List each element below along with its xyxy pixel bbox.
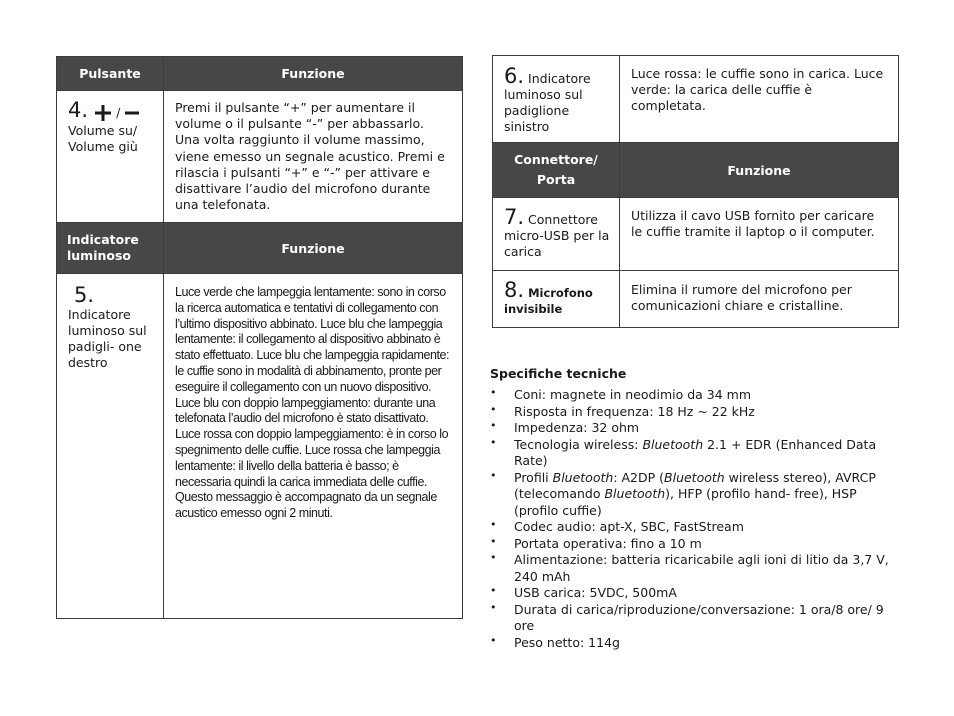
specs-list: [490, 387, 890, 651]
header-pulsante: Pulsante: [57, 57, 164, 91]
row8-text: Elimina il rumore del microfono per comunicazioni chiare e cristalline.: [631, 282, 852, 314]
spec-profili-b: Bluetooth: [552, 469, 614, 485]
row5-number: 5.: [74, 283, 95, 307]
header-indicatore: [57, 223, 164, 274]
row6-head: [504, 65, 613, 135]
row7-text: Utilizza il cavo USB fornito per caricare le cuffie tramite il laptop o il computer.: [631, 208, 875, 240]
spec-profili-a: Profili: [514, 469, 553, 485]
spec-peso: • Peso netto: 114g: [490, 635, 890, 652]
right-table: [492, 55, 899, 328]
spec-codec: • Codec audio: apt-X, SBC, FastStream: [490, 519, 890, 536]
spec-coni: • Coni: magnete in neodimio da 34 mm: [490, 387, 890, 404]
specs-title: Specifiche tecniche: [490, 366, 627, 381]
minus-icon: [125, 105, 139, 121]
header-funzione: Funzione: [164, 57, 463, 91]
row8-text-cell: [620, 271, 899, 328]
row-volume: [57, 91, 463, 223]
spec-profili-d: Bluetooth: [664, 469, 725, 485]
row8-number: 8.: [504, 278, 525, 302]
spec-usb: • USB carica: 5VDC, 500mA: [490, 585, 890, 602]
spec-wireless-b: Bluetooth: [642, 436, 704, 452]
left-table: [56, 56, 463, 619]
row5-label-cell: [57, 274, 164, 619]
row7-text-cell: [620, 198, 899, 271]
row-indicatore-sinistro: [493, 56, 899, 143]
spec-profili-f: Bluetooth: [604, 486, 666, 501]
plus-icon: [95, 105, 111, 121]
header-funzione-2: Funzione: [164, 223, 463, 274]
row-volume-text: Premi il pulsante “+” per aumentare il volume o il pulsante “-” per abbassarlo. Una volta raggiunto il volume massimo, viene emesso un segnale acustico. Premi e rilascia i pulsanti “+” e “-” per attivare e disattivare l’audio del microfono durante una telefonata.: [175, 100, 445, 213]
row7-head: [504, 206, 613, 260]
slash-separator: /: [116, 106, 121, 120]
row5-text-cell: [164, 274, 463, 619]
row6-label: Indicatore luminoso sul padiglione sinistro: [504, 71, 591, 134]
spec-wireless-a: Tecnologia wireless:: [514, 436, 643, 452]
spec-profili: [490, 470, 890, 520]
specs-section: [490, 366, 890, 651]
row-volume-number: 4.: [68, 98, 89, 122]
spec-profili-g: ), HFP (profilo hand- free), HSP (profilo cuffie): [514, 486, 857, 518]
row8-head: [504, 279, 613, 317]
spec-durata: • Durata di carica/riproduzione/conversazione: 1 ora/8 ore/ 9 ore: [490, 602, 890, 635]
row5-text: Luce verde che lampeggia lentamente: sono in corso la ricerca automatica e tentativi di collegamento con l’ultimo dispositivo abbinato. Luce blu che lampeggia lentamente: il collegamento al dispositivo abbinato è stato effettuato. Luce blu che lampeggia rapidamente: le cuffie sono in modalità di abbinamento, pronte per eseguire il collegamento con un nuovo dispositivo. Luce blu con doppio lampeggiamento: durante una telefonata l’audio del microfono è stato disattivato. Luce rossa con doppio lampeggiamento: è in corso lo spegnimento delle cuffie. Luce rossa che lampeggia lentamente: il livello della batteria è basso; è necessaria quindi la carica immediata delle cuffie. Questo messaggio è accompagnato da un segnale acustico emesso ogni 2 minuti.: [175, 285, 450, 521]
row-volume-label: Volume su/ Volume giù: [68, 123, 138, 154]
row-volume-text-cell: [164, 91, 463, 223]
header-indicatore-label: Indicatore luminoso: [67, 232, 139, 263]
row7-label: Connettore micro-USB per la carica: [504, 212, 610, 259]
row6-number: 6.: [504, 64, 525, 88]
header-connettore: [493, 143, 620, 198]
row8-label: Microfono invisibile: [504, 286, 593, 316]
spec-profili-e: wireless stereo), AVRCP (telecomando: [514, 469, 876, 501]
spec-wireless-c: 2.1 + EDR (Enhanced Data Rate): [514, 436, 877, 468]
row-indicatore-destro: [57, 274, 463, 619]
header-funzione-right: Funzione: [620, 143, 899, 198]
row7-label-cell: [493, 198, 620, 271]
row-connettore-usb: [493, 198, 899, 271]
spec-wireless: [490, 437, 890, 470]
row-volume-label-cell: [57, 91, 164, 223]
spec-risposta: • Risposta in frequenza: 18 Hz ~ 22 kHz: [490, 404, 890, 421]
row-microfono: [493, 271, 899, 328]
row7-number: 7.: [504, 205, 525, 229]
spec-impedenza: • Impedenza: 32 ohm: [490, 420, 890, 437]
row5-label: Indicatore luminoso sul padigli- one destro: [68, 307, 147, 370]
header-connettore-label: Connettore/ Porta: [514, 152, 598, 187]
spec-portata: • Portata operativa: fino a 10 m: [490, 536, 890, 553]
spec-alimentazione: • Alimentazione: batteria ricaricabile agli ioni di litio da 3,7 V, 240 mAh: [490, 552, 890, 585]
spec-profili-c: : A2DP (: [613, 469, 665, 485]
row6-text: Luce rossa: le cuffie sono in carica. Luce verde: la carica delle cuffie è completata.: [631, 66, 884, 114]
row8-label-cell: [493, 271, 620, 328]
row6-text-cell: [620, 56, 899, 143]
row6-label-cell: [493, 56, 620, 143]
